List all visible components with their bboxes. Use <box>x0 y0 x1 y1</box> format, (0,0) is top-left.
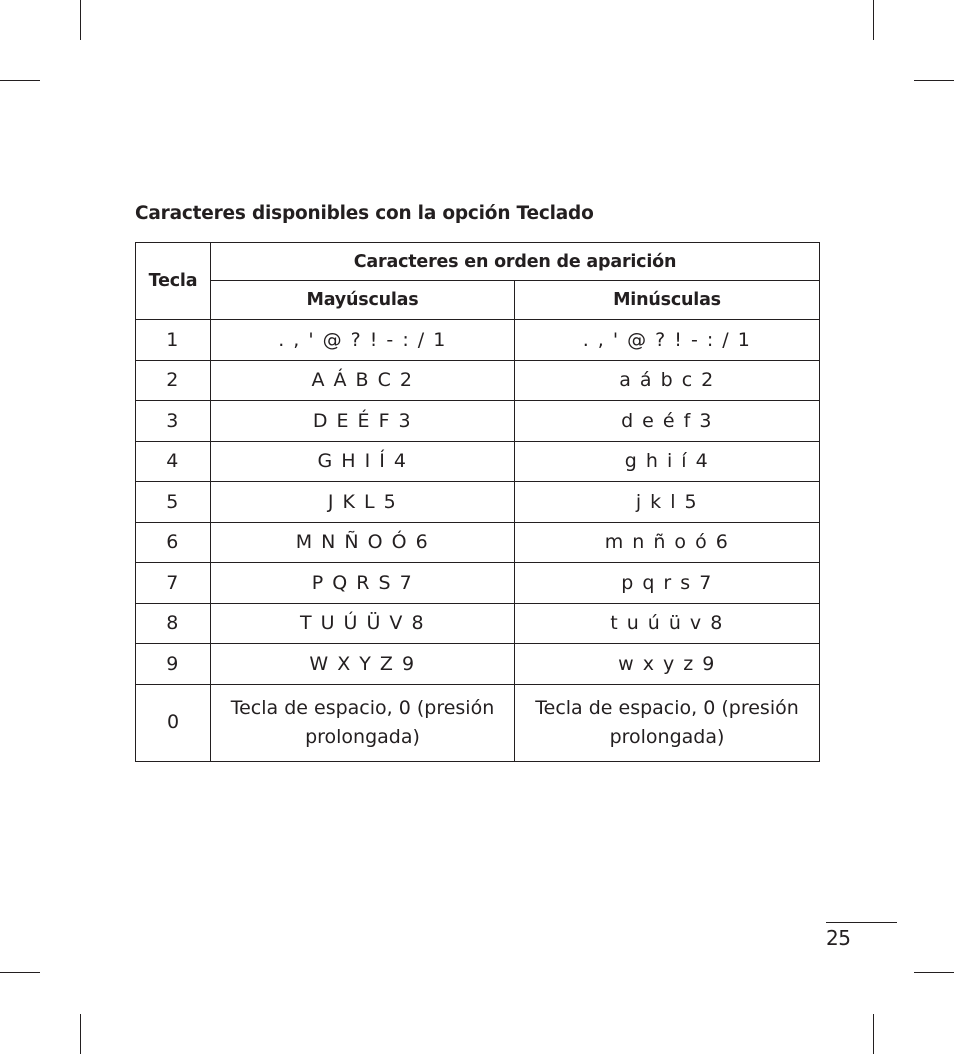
crop-mark-bottom-right-vertical <box>873 1014 874 1054</box>
row-key: 8 <box>136 603 211 644</box>
row-key: 9 <box>136 644 211 685</box>
row-upper: A Á B C 2 <box>211 360 515 401</box>
row-key: 7 <box>136 563 211 604</box>
header-upper: Mayúsculas <box>211 281 515 320</box>
crop-mark-top-left-vertical <box>80 0 81 40</box>
row-lower: g h i í 4 <box>515 441 820 482</box>
table-row <box>136 522 820 563</box>
header-row-case <box>136 281 820 320</box>
table-row <box>136 563 820 604</box>
row-upper: . , ' @ ? ! - : / 1 <box>211 320 515 361</box>
row-key: 4 <box>136 441 211 482</box>
page-number: 25 <box>826 926 851 950</box>
page-number-rule <box>826 922 897 923</box>
table-row <box>136 360 820 401</box>
crop-mark-bottom-left-vertical <box>80 1014 81 1054</box>
characters-table <box>135 242 820 762</box>
table-row <box>136 441 820 482</box>
row-upper: T U Ú Ü V 8 <box>211 603 515 644</box>
table-row <box>136 320 820 361</box>
row-lower: m n ñ o ó 6 <box>515 522 820 563</box>
row-lower: p q r s 7 <box>515 563 820 604</box>
header-lower: Minúsculas <box>515 281 820 320</box>
crop-mark-bottom-right-horizontal <box>914 972 954 973</box>
row-lower: d e é f 3 <box>515 401 820 442</box>
row-lower: Tecla de espacio, 0 (presión prolongada) <box>515 684 820 761</box>
row-key: 3 <box>136 401 211 442</box>
header-key: Tecla <box>136 243 211 320</box>
row-upper: D E É F 3 <box>211 401 515 442</box>
row-upper: W X Y Z 9 <box>211 644 515 685</box>
row-lower: . , ' @ ? ! - : / 1 <box>515 320 820 361</box>
row-lower: w x y z 9 <box>515 644 820 685</box>
crop-mark-top-right-horizontal <box>914 80 954 81</box>
row-key: 0 <box>136 684 211 761</box>
table-row <box>136 401 820 442</box>
row-upper: P Q R S 7 <box>211 563 515 604</box>
row-upper: M N Ñ O Ó 6 <box>211 522 515 563</box>
row-upper: J K L 5 <box>211 482 515 523</box>
row-lower: j k l 5 <box>515 482 820 523</box>
header-row-group <box>136 243 820 281</box>
row-key: 1 <box>136 320 211 361</box>
section-title: Caracteres disponibles con la opción Teclado <box>135 203 594 224</box>
row-lower: a á b c 2 <box>515 360 820 401</box>
row-upper: Tecla de espacio, 0 (presión prolongada) <box>211 684 515 761</box>
header-group: Caracteres en orden de aparición <box>211 243 820 281</box>
crop-mark-top-left-horizontal <box>0 80 40 81</box>
table-row <box>136 482 820 523</box>
crop-mark-top-right-vertical <box>873 0 874 40</box>
table-row <box>136 684 820 761</box>
row-key: 2 <box>136 360 211 401</box>
table-row <box>136 603 820 644</box>
table-row <box>136 644 820 685</box>
row-upper: G H I Í 4 <box>211 441 515 482</box>
row-key: 5 <box>136 482 211 523</box>
row-lower: t u ú ü v 8 <box>515 603 820 644</box>
crop-mark-bottom-left-horizontal <box>0 972 40 973</box>
row-key: 6 <box>136 522 211 563</box>
